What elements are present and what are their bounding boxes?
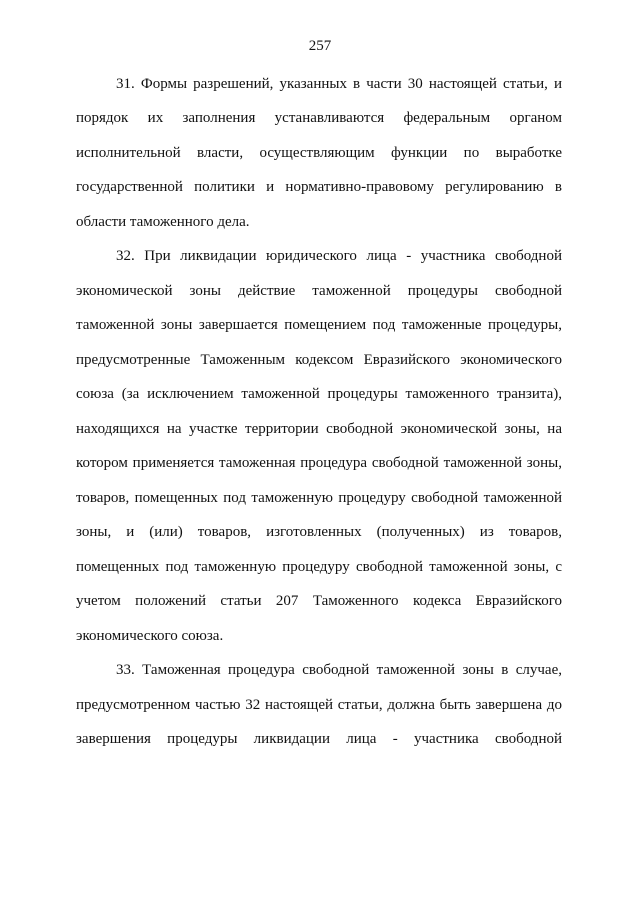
paragraph-33-line: завершения процедуры ликвидации лица - участника свободной (76, 731, 562, 747)
paragraph-32-line: 32. При ликвидации юридического лица - участника свободной (116, 248, 562, 264)
paragraph-32-line: зоны, и (или) товаров, изготовленных (полученных) из товаров, (76, 524, 562, 540)
paragraph-32-line: таможенной зоны завершается помещением под таможенные процедуры, (76, 317, 562, 333)
paragraph-32-line: экономического союза. (76, 628, 224, 644)
paragraph-31-line: государственной политики и нормативно-правовому регулированию в (76, 179, 562, 195)
paragraph-31-line: области таможенного дела. (76, 214, 250, 230)
paragraph-33-line: предусмотренном частью 32 настоящей статьи, должна быть завершена до (76, 697, 562, 713)
paragraph-32-line: помещенных под таможенную процедуру свободной таможенной зоны, с (76, 559, 562, 575)
paragraph-32-line: товаров, помещенных под таможенную процедуру свободной таможенной (76, 490, 562, 506)
paragraph-32-line: находящихся на участке территории свободной экономической зоны, на (76, 421, 562, 437)
paragraph-32-line: котором применяется таможенная процедура свободной таможенной зоны, (76, 455, 562, 471)
paragraph-33-line: 33. Таможенная процедура свободной таможенной зоны в случае, (116, 662, 562, 678)
page-number: 257 (308, 38, 332, 54)
paragraph-31-line: исполнительной власти, осуществляющим функции по выработке (76, 145, 562, 161)
paragraph-31-line: 31. Формы разрешений, указанных в части 30 настоящей статьи, и (116, 76, 562, 92)
paragraph-32-line: экономической зоны действие таможенной процедуры свободной (76, 283, 562, 299)
paragraph-32-line: союза (за исключением таможенной процедуры таможенного транзита), (76, 386, 562, 402)
paragraph-32-line: учетом положений статьи 207 Таможенного кодекса Евразийского (76, 593, 562, 609)
paragraph-31-line: порядок их заполнения устанавливаются федеральным органом (76, 110, 562, 126)
paragraph-32-line: предусмотренные Таможенным кодексом Евразийского экономического (76, 352, 562, 368)
